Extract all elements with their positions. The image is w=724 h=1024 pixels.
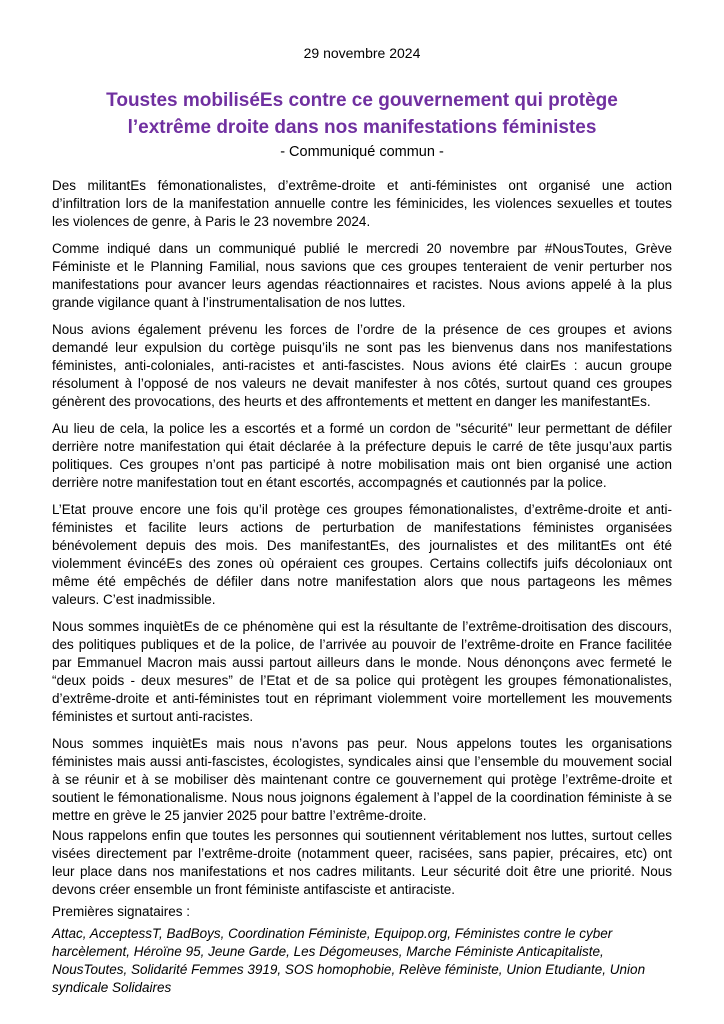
- paragraph-appel-mobilisation: Nous sommes inquiètEs mais nous n’avons pas peur. Nous appelons toutes les organisations féministes mais aussi anti-fascistes, écologistes, syndicales ainsi que l’ensemble du mouvement social à se réunir et à se mobiliser dès maintenant contre ce gouvernement qui protège l’extrême-droite et soutient le fémonationalisme. Nous nous joignons également à l’appel de la coordination féministe à se mettre en grève le 25 janvier 2025 pour battre l’extrême-droite.: [52, 736, 672, 823]
- paragraph-cordon-securite: Au lieu de cela, la police les a escortés et a formé un cordon de "sécurité" leur permettant de défiler derrière notre manifestation qui était déclarée à la préfecture depuis le carré de tête jusqu’aux partis politiques. Ces groupes n’ont pas participé à notre mobilisation mais ont bien organisé une action derrière notre manifestation tout en étant escortés, accompagnés et cautionnés par la police.: [52, 421, 672, 490]
- document-date: 29 novembre 2024: [303, 45, 421, 61]
- paragraph-extreme-droitisation: Nous sommes inquiètEs de ce phénomène qui est la résultante de l’extrême-droitisation des discours, des politiques publiques et de la police, de l’arrivée au pouvoir de l’extrême-droite en France facilitée par Emmanuel Macron mais aussi partout ailleurs dans le monde. Nous dénonçons avec fermeté le “deux poids - deux mesures” de l’Etat et de sa police qui protègent les groupes fémonationalistes, d’extrême-droite et anti-féministes tout en réprimant violemment voire mortellement les mouvements féministes et surtout anti-racistes.: [52, 619, 672, 724]
- paragraph-communique-20-novembre: Comme indiqué dans un communiqué publié le mercredi 20 novembre par #NousToutes, Grève Féministe et le Planning Familial, nous savions que ces groupes tenteraient de venir perturber nos manifestations pour avancer leurs agendas réactionnaires et racistes. Nous avions appelé à la plus grande vigilance quant à l’instrumentalisation de nos luttes.: [52, 241, 672, 310]
- paragraph-infiltration: Des militantEs fémonationalistes, d’extrême-droite et anti-féministes ont organisé une action d’infiltration lors de la manifestation annuelle contre les féminicides, les violences sexuelles et toutes les violences de genre, à Paris le 23 novembre 2024.: [52, 178, 672, 229]
- paragraph-etat-protege: L’Etat prouve encore une fois qu’il protège ces groupes fémonationalistes, d’extrême-droite et anti-féministes et facilite leurs actions de perturbation de manifestations féministes organisées bénévolement depuis des mois. Des manifestantEs, des journalistes et des militantEs ont été violemment évincéEs des zones où opéraient ces groupes. Certains collectifs juifs décoloniaux ont même été empêchés de défiler dans notre manifestation alors que nous partageons les mêmes valeurs. C’est inadmissible.: [52, 502, 672, 607]
- signatories-list: Attac, AcceptessT, BadBoys, Coordination Féministe, Equipop.org, Féministes contre le cyber harcèlement, Héroïne 95, Jeune Garde, Les Dégomeuses, Marche Féministe Anticapitaliste, NousToutes, Solidarité Femmes 3919, SOS homophobie, Relève féministe, Union Etudiante, Union syndicale Solidaires: [52, 926, 646, 995]
- signatories-label: Premières signataires :: [52, 904, 191, 919]
- document-subtitle: - Communiqué commun -: [280, 144, 444, 160]
- paragraph-front-antifasciste: Nous rappelons enfin que toutes les personnes qui soutiennent véritablement nos luttes, surtout celles visées directement par l’extrême-droite (notamment queer, racisées, sans papier, précaires, etc) ont leur place dans nos manifestations et nos cadres militants. Leur sécurité doit être une priorité. Nous devons créer ensemble un front féministe antifasciste et antiraciste.: [52, 828, 672, 897]
- document-title: Toustes mobiliséEs contre ce gouvernement qui protège l’extrême droite dans nos manifestations féministes: [106, 90, 618, 138]
- paragraph-forces-de-l-ordre: Nous avions également prévenu les forces de l’ordre de la présence de ces groupes et avions demandé leur expulsion du cortège puisqu’ils ne sont pas les bienvenus dans nos manifestations féministes, anti-coloniales, anti-racistes et anti-fascistes. Nous avions été clairEs : aucun groupe résolument à l’opposé de nos valeurs ne devait manifester à nos côtés, surtout quand ces groupes génèrent des provocations, des heurts et des affrontements et mettent en danger les manifestantEs.: [52, 322, 672, 409]
